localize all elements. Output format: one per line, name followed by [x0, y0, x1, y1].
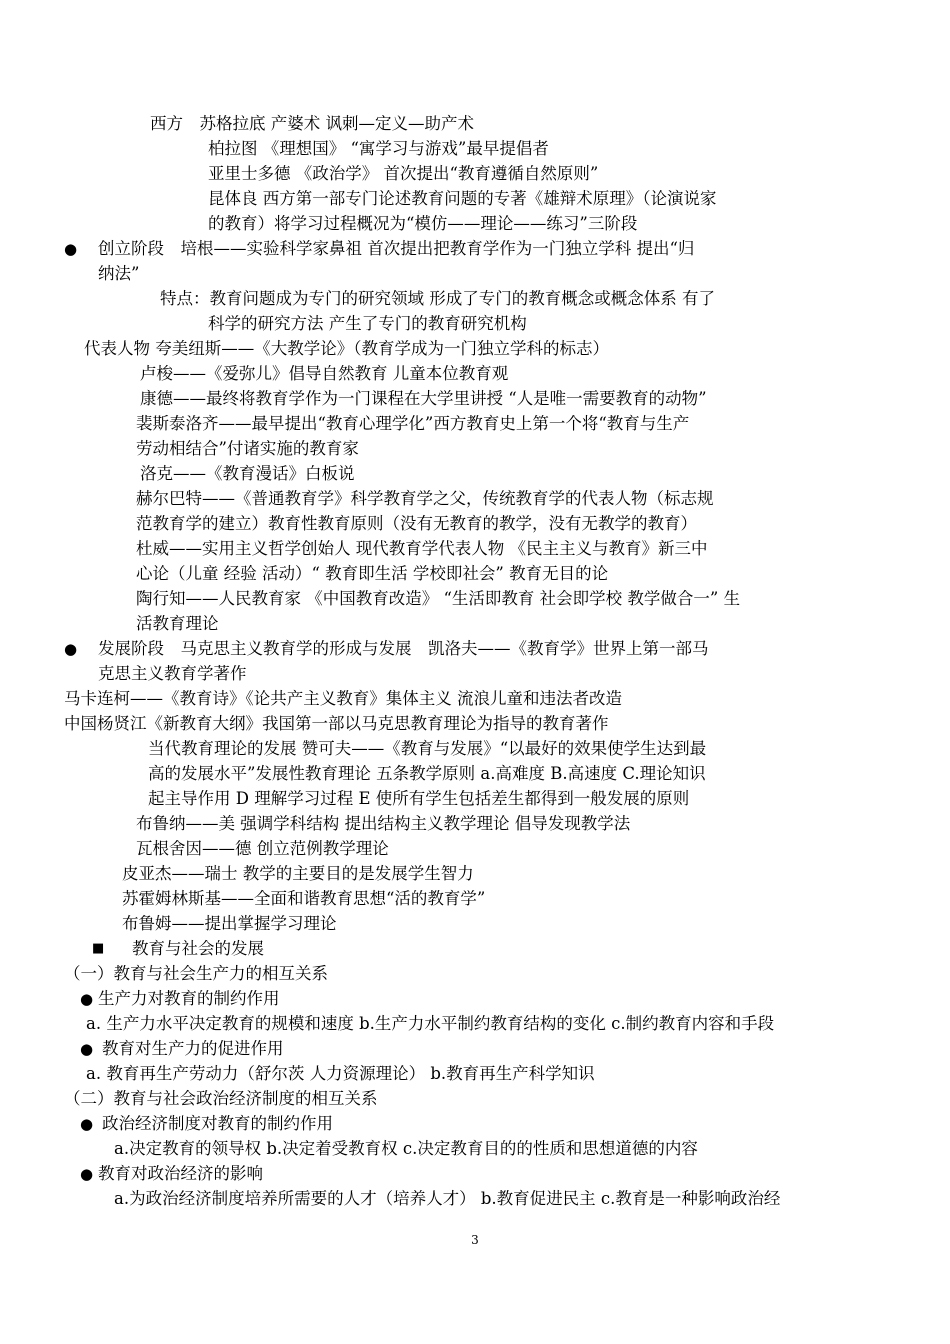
text-line: 中国杨贤江《新教育大纲》我国第一部以马克思教育理论为指导的教育著作	[64, 714, 609, 733]
text-line: 特点：教育问题成为专门的研究领域 形成了专门的教育概念或概念体系 有了	[160, 289, 715, 308]
text-line: 洛克——《教育漫话》白板说	[140, 464, 355, 483]
bullet-circle-icon: ●	[64, 240, 78, 258]
text-line: 西方 苏格拉底 产婆术 讽刺—定义—助产术	[150, 114, 474, 133]
bullet-circle-icon: ●	[80, 990, 94, 1008]
text-line: 当代教育理论的发展 赞可夫——《教育与发展》“以最好的效果使学生达到最	[148, 739, 707, 758]
text-line: 亚里士多德 《政治学》 首次提出“教育遵循自然原则”	[208, 164, 599, 183]
text-line: 瓦根舍因——德 创立范例教学理论	[136, 839, 389, 858]
text-line: 劳动相结合”付诸实施的教育家	[136, 439, 359, 458]
text-line: 起主导作用 D 理解学习过程 E 使所有学生包括差生都得到一般发展的原则	[148, 789, 690, 808]
text-line: 马卡连柯——《教育诗》《论共产主义教育》集体主义 流浪儿童和违法者改造	[64, 689, 622, 708]
text-line: 克思主义教育学著作	[98, 664, 247, 683]
bullet-circle-icon: ●	[64, 640, 78, 658]
text-line: a. 教育再生产劳动力（舒尔茨 人力资源理论） b.教育再生产科学知识	[86, 1064, 595, 1083]
text-line: 赫尔巴特——《普通教育学》科学教育学之父，传统教育学的代表人物（标志规	[136, 489, 714, 508]
text-line: 康德——最终将教育学作为一门课程在大学里讲授 “人是唯一需要教育的动物”	[140, 389, 707, 408]
text-line: 高的发展水平”发展性教育理论 五条教学原则 a.高难度 B.高速度 C.理论知识	[148, 764, 706, 783]
text-line: a.为政治经济制度培养所需要的人才（培养人才） b.教育促进民主 c.教育是一种影响政治经	[114, 1189, 781, 1208]
subsection-heading: （二）教育与社会政治经济制度的相互关系	[64, 1089, 378, 1108]
text-line: 生产力对教育的制约作用	[98, 989, 280, 1008]
text-line: 创立阶段 培根——实验科学家鼻祖 首次提出把教育学作为一门独立学科 提出“归	[98, 239, 695, 258]
text-line: 教育对生产力的促进作用	[102, 1039, 284, 1058]
page-number: 3	[471, 1233, 479, 1247]
text-line: 柏拉图 《理想国》 “寓学习与游戏”最早提倡者	[208, 139, 549, 158]
bullet-circle-icon: ●	[80, 1165, 94, 1183]
text-line: 政治经济制度对教育的制约作用	[102, 1114, 333, 1133]
text-line: 布鲁纳——美 强调学科结构 提出结构主义教学理论 倡导发现教学法	[136, 814, 631, 833]
text-line: 的教育）将学习过程概况为“模仿——理论——练习”三阶段	[208, 214, 638, 233]
text-line: 代表人物 夸美纽斯——《大教学论》（教育学成为一门独立学科的标志）	[84, 339, 609, 358]
text-line: 科学的研究方法 产生了专门的教育研究机构	[208, 314, 527, 333]
text-line: a.决定教育的领导权 b.决定着受教育权 c.决定教育目的的性质和思想道德的内容	[114, 1139, 698, 1158]
text-line: 活教育理论	[136, 614, 219, 633]
text-line: 昆体良 西方第一部专门论述教育问题的专著《雄辩术原理》（论演说家	[208, 189, 717, 208]
text-line: 陶行知——人民教育家 《中国教育改造》 “生活即教育 社会即学校 教学做合一” 生	[136, 589, 741, 608]
subsection-heading: （一）教育与社会生产力的相互关系	[64, 964, 328, 983]
text-line: 布鲁姆——提出掌握学习理论	[122, 914, 337, 933]
text-line: a. 生产力水平决定教育的规模和速度 b.生产力水平制约教育结构的变化 c.制约教育内容和手段	[86, 1014, 775, 1033]
text-line: 杜威——实用主义哲学创始人 现代教育学代表人物 《民主主义与教育》新三中	[136, 539, 708, 558]
text-line: 苏霍姆林斯基——全面和谐教育思想“活的教育学”	[122, 889, 486, 908]
bullet-square-icon: ■	[92, 941, 105, 956]
text-line: 皮亚杰——瑞士 教学的主要目的是发展学生智力	[122, 864, 474, 883]
text-line: 裴斯泰洛齐——最早提出“教育心理学化”西方教育史上第一个将“教育与生产	[136, 414, 690, 433]
bullet-circle-icon: ●	[80, 1040, 94, 1058]
text-line: 卢梭——《爱弥儿》倡导自然教育 儿童本位教育观	[140, 364, 509, 383]
bullet-circle-icon: ●	[80, 1115, 94, 1133]
section-heading: 教育与社会的发展	[132, 939, 264, 958]
text-line: 心论（儿童 经验 活动）“ 教育即生活 学校即社会” 教育无目的论	[136, 564, 609, 583]
text-line: 教育对政治经济的影响	[98, 1164, 263, 1183]
text-line: 发展阶段 马克思主义教育学的形成与发展 凯洛夫——《教育学》世界上第一部马	[98, 639, 709, 658]
text-line: 范教育学的建立）教育性教育原则（没有无教育的教学，没有无教学的教育）	[136, 514, 697, 533]
text-line: 纳法”	[98, 264, 140, 283]
